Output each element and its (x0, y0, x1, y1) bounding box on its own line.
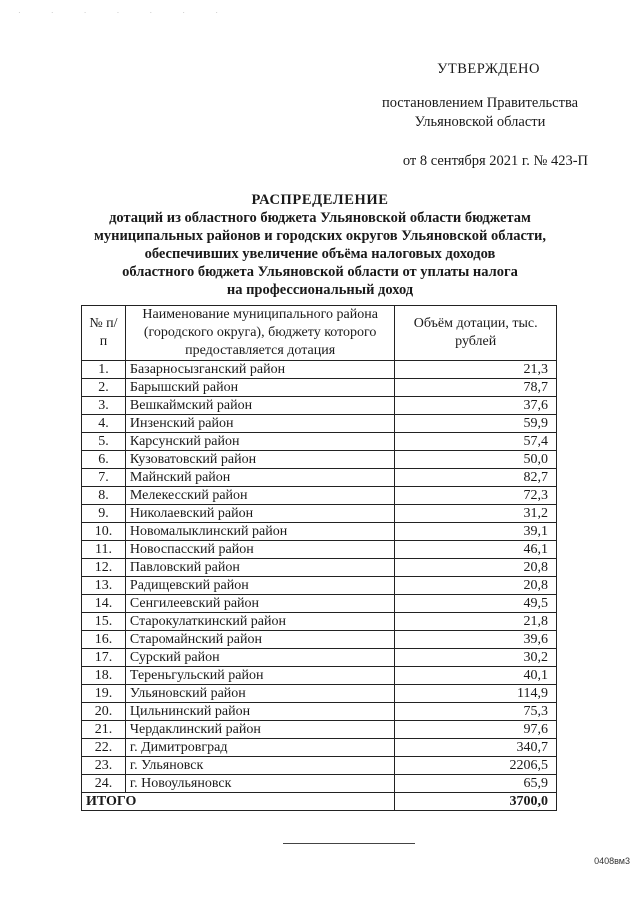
table-row (82, 559, 557, 577)
table-row (82, 361, 557, 379)
total-label: ИТОГО (82, 793, 395, 811)
subsidy-amount: 31,2 (395, 505, 557, 523)
table-row (82, 523, 557, 541)
table-row (82, 775, 557, 793)
table-row (82, 649, 557, 667)
subsidy-amount: 21,8 (395, 613, 557, 631)
table-row (82, 469, 557, 487)
district-name: Тереньгульский район (125, 667, 394, 685)
total-row (82, 793, 557, 811)
subsidy-amount: 50,0 (395, 451, 557, 469)
district-name: Вешкаймский район (125, 397, 394, 415)
heading-line-2: муниципальных районов и городских округов Ульяновской области, (93, 228, 547, 244)
row-number: 2. (82, 379, 126, 397)
row-number: 13. (82, 577, 126, 595)
approval-stamp: УТВЕРЖДЕНО (437, 61, 540, 77)
district-name: г. Димитровград (125, 739, 394, 757)
row-number: 1. (82, 361, 126, 379)
decree-line-1: постановлением Правительства (381, 95, 579, 111)
district-name: Павловский район (125, 559, 394, 577)
row-number: 19. (82, 685, 126, 703)
district-name: Майнский район (125, 469, 394, 487)
district-name: Николаевский район (125, 505, 394, 523)
heading-line-5: на профессиональный доход (226, 282, 414, 298)
row-number: 11. (82, 541, 126, 559)
document-heading (80, 191, 560, 299)
approval-block (338, 60, 588, 171)
row-number: 18. (82, 667, 126, 685)
table-row (82, 487, 557, 505)
document-title: РАСПРЕДЕЛЕНИЕ (251, 192, 389, 208)
row-number: 4. (82, 415, 126, 433)
district-name: Новомалыклинский район (125, 523, 394, 541)
subsidy-amount: 65,9 (395, 775, 557, 793)
table-body (82, 361, 557, 793)
row-number: 21. (82, 721, 126, 739)
table-row (82, 577, 557, 595)
table-row (82, 703, 557, 721)
district-name: Барышский район (125, 379, 394, 397)
district-name: Мелекесский район (125, 487, 394, 505)
subsidy-amount: 2206,5 (395, 757, 557, 775)
district-name: Ульяновский район (125, 685, 394, 703)
row-number: 8. (82, 487, 126, 505)
row-number: 12. (82, 559, 126, 577)
subsidy-amount: 72,3 (395, 487, 557, 505)
district-name: Карсунский район (125, 433, 394, 451)
row-number: 9. (82, 505, 126, 523)
district-name: Базарносызганский район (125, 361, 394, 379)
table-row (82, 433, 557, 451)
row-number: 10. (82, 523, 126, 541)
subsidy-amount: 57,4 (395, 433, 557, 451)
subsidy-amount: 97,6 (395, 721, 557, 739)
district-name: Инзенский район (125, 415, 394, 433)
row-number: 15. (82, 613, 126, 631)
subsidy-amount: 46,1 (395, 541, 557, 559)
row-number: 3. (82, 397, 126, 415)
table-row (82, 397, 557, 415)
table-row (82, 757, 557, 775)
subsidy-amount: 75,3 (395, 703, 557, 721)
subsidy-amount: 37,6 (395, 397, 557, 415)
decree-reference (372, 94, 588, 132)
subsidy-amount: 20,8 (395, 577, 557, 595)
row-number: 16. (82, 631, 126, 649)
district-name: Старокулаткинский район (125, 613, 394, 631)
subsidy-amount: 40,1 (395, 667, 557, 685)
district-name: Новоспасский район (125, 541, 394, 559)
header-number: № п/п (82, 306, 126, 361)
total-value: 3700,0 (395, 793, 557, 811)
subsidy-amount: 49,5 (395, 595, 557, 613)
row-number: 6. (82, 451, 126, 469)
district-name: Чердаклинский район (125, 721, 394, 739)
district-name: Цильнинский район (125, 703, 394, 721)
row-number: 20. (82, 703, 126, 721)
table-row (82, 415, 557, 433)
scan-artifact: · · · · · · · (18, 8, 232, 17)
row-number: 22. (82, 739, 126, 757)
footer-divider (283, 843, 415, 844)
subsidy-amount: 30,2 (395, 649, 557, 667)
row-number: 24. (82, 775, 126, 793)
district-name: Радищевский район (125, 577, 394, 595)
table-row (82, 451, 557, 469)
table-row (82, 631, 557, 649)
subsidy-amount: 114,9 (395, 685, 557, 703)
subsidy-amount: 21,3 (395, 361, 557, 379)
decree-date: от 8 сентября 2021 г. № 423-П (402, 153, 588, 169)
table-row (82, 667, 557, 685)
subsidy-amount: 78,7 (395, 379, 557, 397)
district-name: г. Новоульяновск (125, 775, 394, 793)
heading-line-3: обеспечивших увеличение объёма налоговых доходов (144, 246, 496, 262)
table-row (82, 541, 557, 559)
header-subsidy-amount: Объём дотации, тыс. рублей (395, 306, 557, 361)
heading-line-1: дотаций из областного бюджета Ульяновской области бюджетам (109, 210, 531, 226)
document-code: 0408вм3 (594, 856, 630, 866)
subsidy-amount: 39,6 (395, 631, 557, 649)
row-number: 23. (82, 757, 126, 775)
district-name: Сенгилеевский район (125, 595, 394, 613)
district-name: г. Ульяновск (125, 757, 394, 775)
table-row (82, 721, 557, 739)
table-row (82, 595, 557, 613)
row-number: 14. (82, 595, 126, 613)
table-row (82, 613, 557, 631)
table-row (82, 505, 557, 523)
heading-line-4: областного бюджета Ульяновской области от уплаты налога (122, 264, 518, 280)
header-district-name: Наименование муниципального района (городского округа), бюджету которого предоставляется дотация (125, 306, 394, 361)
subsidy-amount: 59,9 (395, 415, 557, 433)
table-row (82, 739, 557, 757)
district-name: Сурский район (125, 649, 394, 667)
decree-line-2: Ульяновской области (414, 114, 546, 130)
district-name: Кузоватовский район (125, 451, 394, 469)
subsidy-amount: 82,7 (395, 469, 557, 487)
district-name: Старомайнский район (125, 631, 394, 649)
distribution-table (81, 305, 557, 811)
row-number: 5. (82, 433, 126, 451)
table-row (82, 379, 557, 397)
subsidy-amount: 39,1 (395, 523, 557, 541)
table-row (82, 685, 557, 703)
subsidy-amount: 340,7 (395, 739, 557, 757)
table-header-row (82, 306, 557, 361)
subsidy-amount: 20,8 (395, 559, 557, 577)
row-number: 7. (82, 469, 126, 487)
row-number: 17. (82, 649, 126, 667)
